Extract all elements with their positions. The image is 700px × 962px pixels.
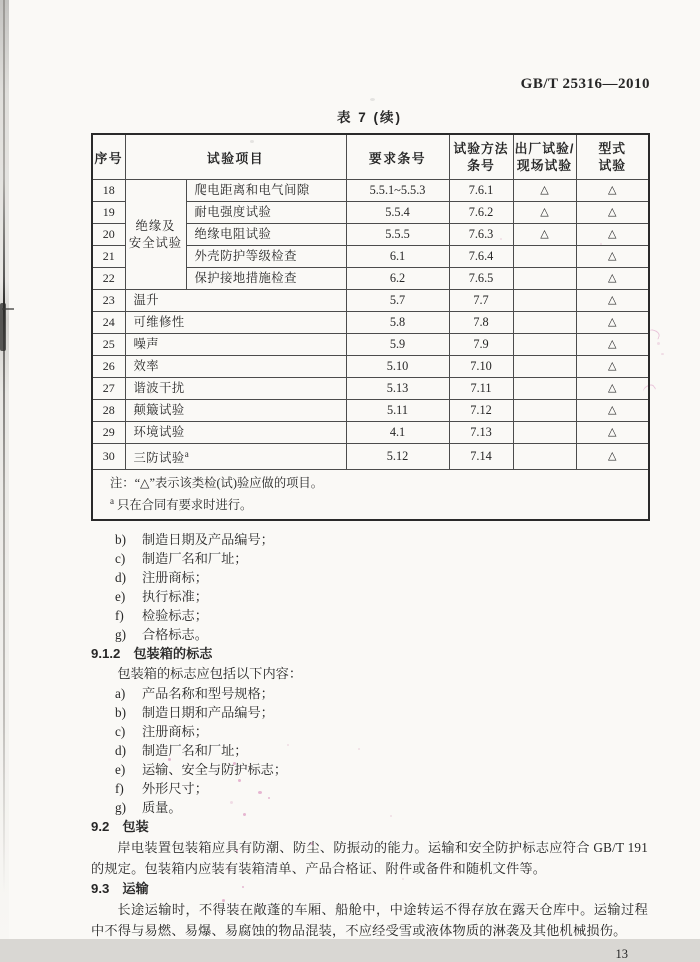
column-header-method-clause: 试验方法 条号 xyxy=(449,134,513,180)
list-mark: d) xyxy=(115,570,126,586)
section-heading-9-3: 9.3 运输 xyxy=(91,881,149,897)
list-item xyxy=(91,606,648,625)
cell-test-item: 三防试验$^a$ xyxy=(125,444,346,470)
cell-factory-test-empty xyxy=(513,290,576,312)
table-notes xyxy=(92,470,649,521)
cell-type-test-mark: △ xyxy=(576,334,649,356)
list-mark: e) xyxy=(115,762,126,778)
list-text: 外形尺寸； xyxy=(142,781,208,797)
cell-test-item: 颠簸试验 xyxy=(125,400,346,422)
list-item xyxy=(91,530,648,549)
list-item xyxy=(91,625,648,644)
section-heading-9-2: 9.2 包装 xyxy=(91,819,149,835)
list-item xyxy=(91,760,648,779)
cell-type-test-mark: △ xyxy=(576,246,649,268)
cell-type-test-mark: △ xyxy=(576,356,649,378)
cell-test-item: 爬电距离和电气间隙 xyxy=(186,180,346,202)
list-item xyxy=(91,549,648,568)
cell-row-number: 30 xyxy=(92,444,125,470)
list-mark: c) xyxy=(115,724,126,740)
scan-speckle xyxy=(370,98,375,101)
cell-type-test-mark: △ xyxy=(576,400,649,422)
list-item xyxy=(91,779,648,798)
table-notes-cell xyxy=(92,470,649,521)
list-text: 检验标志； xyxy=(142,608,208,624)
cell-requirement-clause: 5.7 xyxy=(346,290,449,312)
cell-requirement-clause: 5.8 xyxy=(346,312,449,334)
cell-method-clause: 7.6.5 xyxy=(449,268,513,290)
cell-method-clause: 7.6.3 xyxy=(449,224,513,246)
cell-requirement-clause: 5.10 xyxy=(346,356,449,378)
list-text: 注册商标； xyxy=(142,570,208,586)
cell-type-test-mark: △ xyxy=(576,290,649,312)
cell-requirement-clause: 5.5.4 xyxy=(346,202,449,224)
list-item xyxy=(91,741,648,760)
list-mark: b) xyxy=(115,532,126,548)
cell-type-test-mark: △ xyxy=(576,444,649,470)
table-header xyxy=(92,134,649,180)
table-row xyxy=(92,356,649,378)
cell-type-test-mark: △ xyxy=(576,224,649,246)
cell-row-number: 18 xyxy=(92,180,125,202)
section-heading-9-1-2: 9.1.2 包装箱的标志 xyxy=(91,646,213,662)
table-row xyxy=(92,180,649,202)
list-mark: c) xyxy=(115,551,126,567)
cell-row-number: 29 xyxy=(92,422,125,444)
list-text: 制造日期和产品编号； xyxy=(142,705,274,721)
cell-test-item: 噪声 xyxy=(125,334,346,356)
column-header-factory-site-test: 出厂试验/ 现场试验 xyxy=(513,134,576,180)
cell-row-number: 22 xyxy=(92,268,125,290)
list-text: 产品名称和型号规格； xyxy=(142,686,274,702)
list-mark: a) xyxy=(115,686,126,702)
table-row xyxy=(92,312,649,334)
list-text: 制造厂名和厂址； xyxy=(142,743,248,759)
cell-type-test-mark: △ xyxy=(576,268,649,290)
scan-edge-blob xyxy=(0,303,6,351)
cell-row-number: 25 xyxy=(92,334,125,356)
standard-code: GB/T 25316—2010 xyxy=(520,76,650,92)
cell-factory-test-empty xyxy=(513,268,576,290)
cell-method-clause: 7.6.1 xyxy=(449,180,513,202)
cell-method-clause: 7.12 xyxy=(449,400,513,422)
body-text xyxy=(91,530,648,941)
cell-test-item: 效率 xyxy=(125,356,346,378)
cell-row-number: 23 xyxy=(92,290,125,312)
cell-type-test-mark: △ xyxy=(576,312,649,334)
list-mark: g) xyxy=(115,800,126,816)
cell-test-item: 绝缘电阻试验 xyxy=(186,224,346,246)
cell-factory-test-empty xyxy=(513,444,576,470)
table-row xyxy=(92,290,649,312)
column-header-requirement-clause: 要求条号 xyxy=(346,134,449,180)
table-row xyxy=(92,400,649,422)
list-mark: f) xyxy=(115,781,124,797)
table-title: 表 7 (续) xyxy=(336,110,402,125)
list-mark: g) xyxy=(115,627,126,643)
list-item xyxy=(91,568,648,587)
cell-method-clause: 7.14 xyxy=(449,444,513,470)
cell-method-clause: 7.6.4 xyxy=(449,246,513,268)
list-item xyxy=(91,587,648,606)
cell-row-number: 26 xyxy=(92,356,125,378)
cell-method-clause: 7.9 xyxy=(449,334,513,356)
cell-method-clause: 7.6.2 xyxy=(449,202,513,224)
cell-factory-test-mark: △ xyxy=(513,224,576,246)
cell-type-test-mark: △ xyxy=(576,180,649,202)
section-intro: 包装箱的标志应包括以下内容： xyxy=(117,666,303,682)
cell-test-item: 环境试验 xyxy=(125,422,346,444)
scan-edge-tick xyxy=(2,308,14,310)
list-text: 合格标志。 xyxy=(142,627,208,643)
cell-method-clause: 7.10 xyxy=(449,356,513,378)
cell-requirement-clause: 5.13 xyxy=(346,378,449,400)
table-row xyxy=(92,378,649,400)
list-item xyxy=(91,703,648,722)
list-item xyxy=(91,684,648,703)
table-row xyxy=(92,334,649,356)
list-text: 制造厂名和厂址； xyxy=(142,551,248,567)
table-notes-row xyxy=(92,470,649,521)
table-row xyxy=(92,444,649,470)
cell-row-number: 27 xyxy=(92,378,125,400)
list-text: 注册商标； xyxy=(142,724,208,740)
list-text: 制造日期及产品编号； xyxy=(142,532,274,548)
cell-row-number: 24 xyxy=(92,312,125,334)
table-header-row xyxy=(92,134,649,180)
list-mark: d) xyxy=(115,743,126,759)
cell-requirement-clause: 5.12 xyxy=(346,444,449,470)
section-paragraph-9-2: 岸电装置包装箱应具有防潮、防尘、防振动的能力。运输和安全防护标志应符合 GB/T 191 的规定。包装箱内应装有装箱清单、产品合格证、附件或备件和随机文件等。 xyxy=(91,840,648,877)
cell-test-item: 可维修性 xyxy=(125,312,346,334)
table-note: 注：“△”表示该类检(试)验应做的项目。 xyxy=(110,476,324,491)
cell-row-number: 28 xyxy=(92,400,125,422)
list-mark: f) xyxy=(115,608,124,624)
cell-factory-test-empty xyxy=(513,312,576,334)
cell-row-number: 21 xyxy=(92,246,125,268)
scan-speckle xyxy=(657,342,660,345)
list-mark: e) xyxy=(115,589,126,605)
cell-factory-test-empty xyxy=(513,378,576,400)
test-items-table xyxy=(91,133,650,521)
cell-type-test-mark: △ xyxy=(576,202,649,224)
cell-type-test-mark: △ xyxy=(576,378,649,400)
cell-type-test-mark: △ xyxy=(576,422,649,444)
cell-requirement-clause: 5.11 xyxy=(346,400,449,422)
cell-requirement-clause: 6.2 xyxy=(346,268,449,290)
list-item xyxy=(91,798,648,817)
cell-test-item: 保护接地措施检查 xyxy=(186,268,346,290)
cell-row-number: 19 xyxy=(92,202,125,224)
column-header-test-item: 试验项目 xyxy=(125,134,346,180)
cell-factory-test-empty xyxy=(513,422,576,444)
column-header-index: 序号 xyxy=(92,134,125,180)
cell-factory-test-empty xyxy=(513,400,576,422)
list-text: 运输、安全与防护标志； xyxy=(142,762,288,778)
scan-edge-line xyxy=(3,0,5,892)
cell-factory-test-empty xyxy=(513,246,576,268)
list-mark: b) xyxy=(115,705,126,721)
cell-requirement-clause: 5.5.5 xyxy=(346,224,449,246)
column-header-type-test: 型式 试验 xyxy=(576,134,649,180)
cell-requirement-clause: 4.1 xyxy=(346,422,449,444)
list-item xyxy=(91,722,648,741)
cell-method-clause: 7.7 xyxy=(449,290,513,312)
cell-factory-test-mark: △ xyxy=(513,202,576,224)
page-number: 13 xyxy=(615,947,628,962)
cell-test-item: 耐电强度试验 xyxy=(186,202,346,224)
scan-speckle xyxy=(661,353,664,355)
table-row xyxy=(92,422,649,444)
table-footnote: $^a$ 只在合同有要求时进行。 xyxy=(110,496,253,513)
list-text: 质量。 xyxy=(142,800,182,816)
cell-requirement-clause: 5.5.1~5.5.3 xyxy=(346,180,449,202)
cell-method-clause: 7.8 xyxy=(449,312,513,334)
list-text: 执行标准； xyxy=(142,589,208,605)
cell-requirement-clause: 5.9 xyxy=(346,334,449,356)
cell-row-number: 20 xyxy=(92,224,125,246)
cell-test-item: 谐波干扰 xyxy=(125,378,346,400)
cell-factory-test-empty xyxy=(513,334,576,356)
cell-factory-test-mark: △ xyxy=(513,180,576,202)
cell-method-clause: 7.13 xyxy=(449,422,513,444)
cell-test-item: 外壳防护等级检查 xyxy=(186,246,346,268)
cell-requirement-clause: 6.1 xyxy=(346,246,449,268)
cell-factory-test-empty xyxy=(513,356,576,378)
page-content xyxy=(91,106,648,962)
table-body xyxy=(92,180,649,470)
section-paragraph-9-3: 长途运输时，不得装在敞蓬的车厢、船舱中，中途转运不得存放在露天仓库中。运输过程中不得与易燃、易爆、易腐蚀的物品混装，不应经受雪或液体物质的淋袭及其他机械损伤。 xyxy=(91,902,648,939)
cell-method-clause: 7.11 xyxy=(449,378,513,400)
cell-group-label: 绝缘及 安全试验 xyxy=(125,180,186,290)
cell-test-item: 温升 xyxy=(125,290,346,312)
